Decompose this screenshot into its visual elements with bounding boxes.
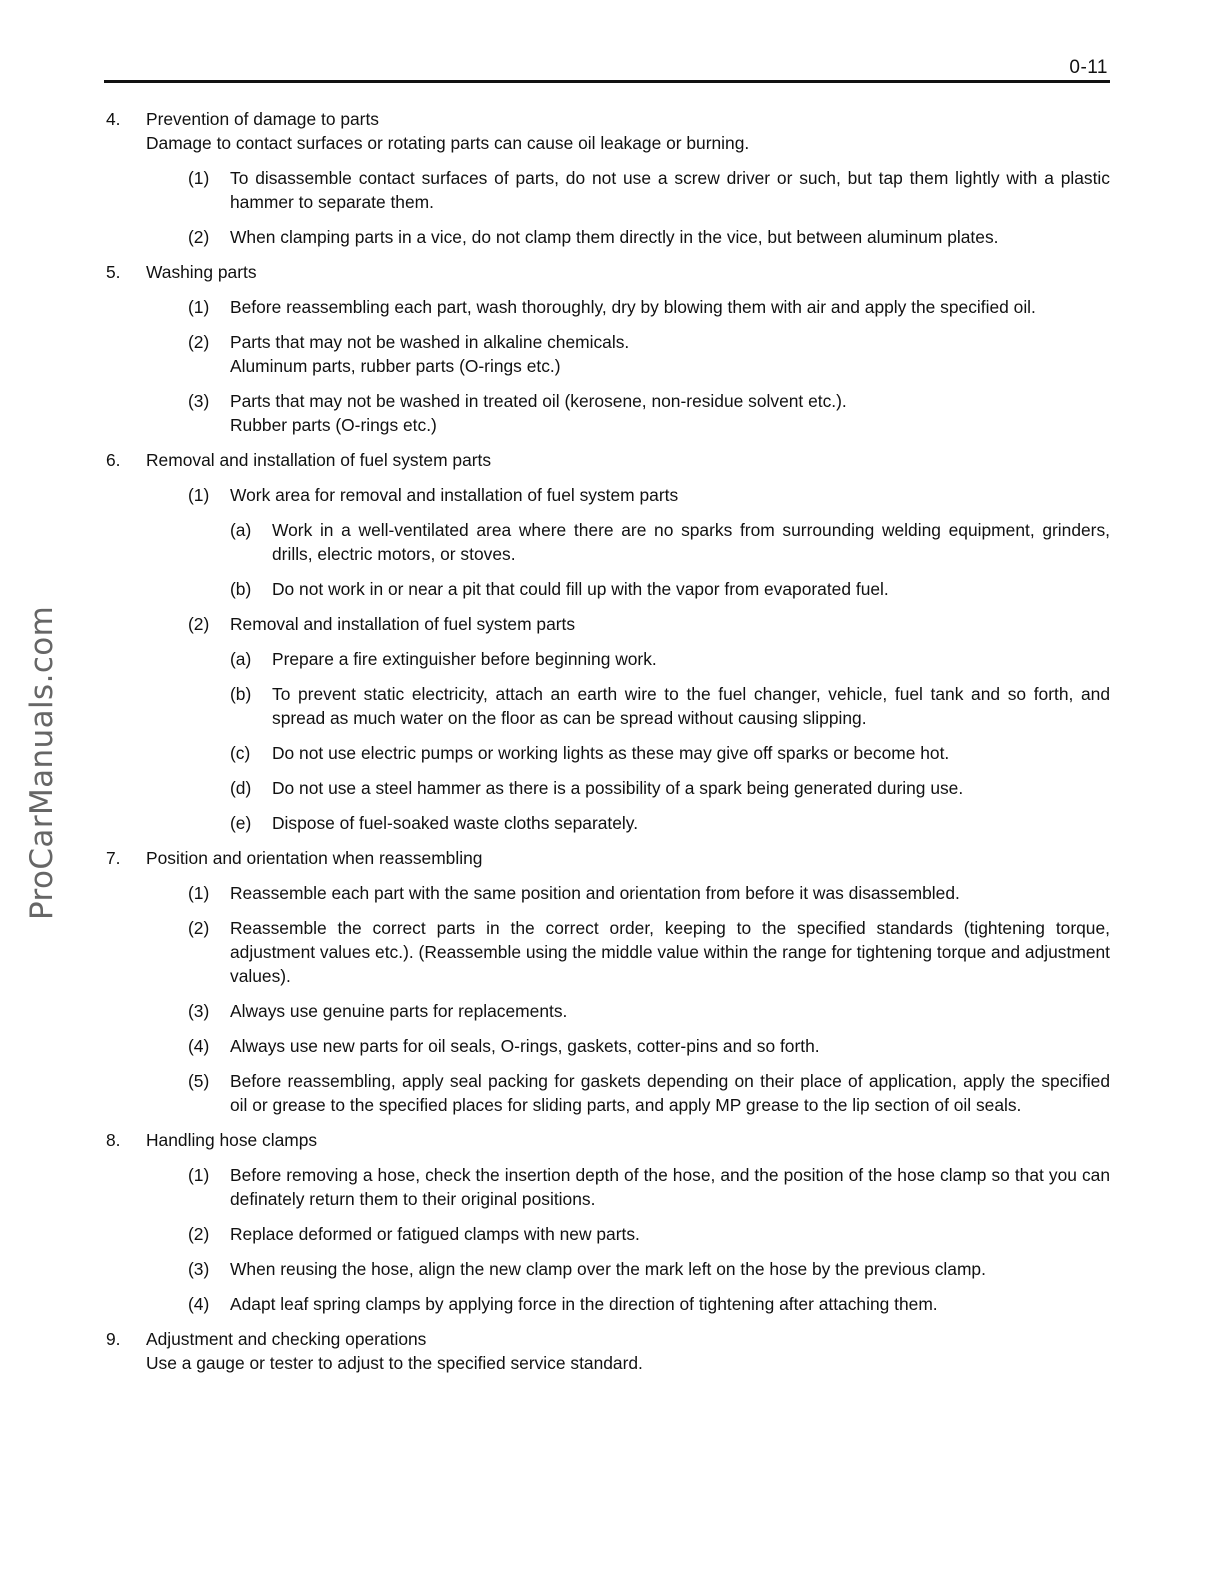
section-body: Damage to contact surfaces or rotating parts can cause oil leakage or burning. xyxy=(146,133,750,153)
list-item xyxy=(146,612,1110,636)
item-note: Rubber parts (O-rings etc.) xyxy=(230,415,437,435)
item-number: (1) xyxy=(188,883,210,903)
document-body xyxy=(104,107,1110,1386)
sub-list-item xyxy=(146,741,1110,765)
section xyxy=(104,1128,1110,1316)
list-item xyxy=(146,330,1110,378)
sub-list-item xyxy=(146,647,1110,671)
item-number: (5) xyxy=(188,1071,210,1091)
item-text: Reassemble the correct parts in the correct order, keeping to the specified standards (tightening torque, adjustment values etc.). (Reassemble using the middle value within the range for tightening torque and adjustment values). xyxy=(230,918,1110,986)
subitem-text: Work in a well-ventilated area where there are no sparks from surrounding welding equipment, grinders, drills, electric motors, or stoves. xyxy=(272,520,1110,564)
item-number: (1) xyxy=(188,297,210,317)
section xyxy=(104,1327,1110,1375)
section-number: 7. xyxy=(106,848,121,868)
item-number: (1) xyxy=(188,485,210,505)
list-item xyxy=(146,225,1110,249)
item-text: Reassemble each part with the same position and orientation from before it was disassembled. xyxy=(230,883,960,903)
item-text: Before removing a hose, check the insertion depth of the hose, and the position of the hose clamp so that you can definately return them to their original positions. xyxy=(230,1165,1110,1209)
section-title: Adjustment and checking operations xyxy=(146,1329,427,1349)
subitem-number: (a) xyxy=(230,520,252,540)
item-number: (4) xyxy=(188,1294,210,1314)
list-item xyxy=(146,999,1110,1023)
item-number: (3) xyxy=(188,1259,210,1279)
page-number: 0-11 xyxy=(1069,57,1108,78)
subitem-text: Do not use electric pumps or working lights as these may give off sparks or become hot. xyxy=(272,743,950,763)
section xyxy=(104,846,1110,1117)
list-item xyxy=(146,1163,1110,1211)
sub-list-item xyxy=(146,776,1110,800)
item-text: To disassemble contact surfaces of parts, do not use a screw driver or such, but tap them lightly with a plastic hammer to separate them. xyxy=(230,168,1110,212)
subitem-text: To prevent static electricity, attach an earth wire to the fuel changer, vehicle, fuel tank and so forth, and spread as much water on the floor as can be spread without causing slipping. xyxy=(272,684,1110,728)
list-item xyxy=(146,1257,1110,1281)
item-text: Before reassembling each part, wash thoroughly, dry by blowing them with air and apply the specified oil. xyxy=(230,297,1036,317)
section xyxy=(104,448,1110,835)
list-item xyxy=(146,483,1110,507)
subitem-text: Prepare a fire extinguisher before beginning work. xyxy=(272,649,657,669)
list-item xyxy=(146,881,1110,905)
list-item xyxy=(146,916,1110,988)
list-item xyxy=(146,1069,1110,1117)
section-number: 4. xyxy=(106,109,121,129)
sub-list-item xyxy=(146,577,1110,601)
subitem-text: Dispose of fuel-soaked waste cloths separately. xyxy=(272,813,639,833)
section-title: Washing parts xyxy=(146,262,257,282)
item-number: (1) xyxy=(188,1165,210,1185)
section-number: 5. xyxy=(106,262,121,282)
subitem-text: Do not use a steel hammer as there is a possibility of a spark being generated during use. xyxy=(272,778,964,798)
list-item xyxy=(146,295,1110,319)
header-rule xyxy=(104,80,1110,83)
item-number: (2) xyxy=(188,614,210,634)
item-number: (2) xyxy=(188,227,210,247)
subitem-number: (a) xyxy=(230,649,252,669)
item-number: (1) xyxy=(188,168,210,188)
subitem-number: (b) xyxy=(230,684,252,704)
list-item xyxy=(146,389,1110,437)
item-number: (2) xyxy=(188,332,210,352)
subitem-number: (c) xyxy=(230,743,251,763)
item-number: (3) xyxy=(188,391,210,411)
section xyxy=(104,260,1110,437)
item-text: Removal and installation of fuel system parts xyxy=(230,614,576,634)
item-text: When clamping parts in a vice, do not clamp them directly in the vice, but between aluminum plates. xyxy=(230,227,999,247)
subitem-text: Do not work in or near a pit that could fill up with the vapor from evaporated fuel. xyxy=(272,579,889,599)
subitem-number: (e) xyxy=(230,813,252,833)
section-number: 9. xyxy=(106,1329,121,1349)
item-number: (2) xyxy=(188,918,210,938)
section-title: Prevention of damage to parts xyxy=(146,109,379,129)
sub-list-item xyxy=(146,682,1110,730)
sub-list-item xyxy=(146,518,1110,566)
section-title: Position and orientation when reassembling xyxy=(146,848,483,868)
list-item xyxy=(146,1292,1110,1316)
subitem-number: (b) xyxy=(230,579,252,599)
list-item xyxy=(146,1222,1110,1246)
item-text: When reusing the hose, align the new clamp over the mark left on the hose by the previous clamp. xyxy=(230,1259,986,1279)
item-text: Adapt leaf spring clamps by applying force in the direction of tightening after attaching them. xyxy=(230,1294,938,1314)
item-text: Parts that may not be washed in treated oil (kerosene, non-residue solvent etc.). xyxy=(230,391,847,411)
section-number: 8. xyxy=(106,1130,121,1150)
section-title: Handling hose clamps xyxy=(146,1130,318,1150)
item-number: (3) xyxy=(188,1001,210,1021)
item-note: Aluminum parts, rubber parts (O-rings etc.) xyxy=(230,356,561,376)
subitem-number: (d) xyxy=(230,778,252,798)
sub-list-item xyxy=(146,811,1110,835)
item-text: Replace deformed or fatigued clamps with new parts. xyxy=(230,1224,640,1244)
item-text: Always use genuine parts for replacements. xyxy=(230,1001,568,1021)
section-body: Use a gauge or tester to adjust to the specified service standard. xyxy=(146,1353,643,1373)
item-text: Always use new parts for oil seals, O-rings, gaskets, cotter-pins and so forth. xyxy=(230,1036,820,1056)
item-number: (4) xyxy=(188,1036,210,1056)
item-text: Before reassembling, apply seal packing for gaskets depending on their place of application, apply the specified oil or grease to the specified places for sliding parts, and apply MP grease to the lip section of oil seals. xyxy=(230,1071,1110,1115)
section xyxy=(104,107,1110,249)
list-item xyxy=(146,1034,1110,1058)
item-text: Work area for removal and installation of fuel system parts xyxy=(230,485,679,505)
section-title: Removal and installation of fuel system parts xyxy=(146,450,492,470)
section-number: 6. xyxy=(106,450,121,470)
watermark: ProCarManuals.com xyxy=(24,605,60,920)
item-text: Parts that may not be washed in alkaline chemicals. xyxy=(230,332,630,352)
list-item xyxy=(146,166,1110,214)
item-number: (2) xyxy=(188,1224,210,1244)
